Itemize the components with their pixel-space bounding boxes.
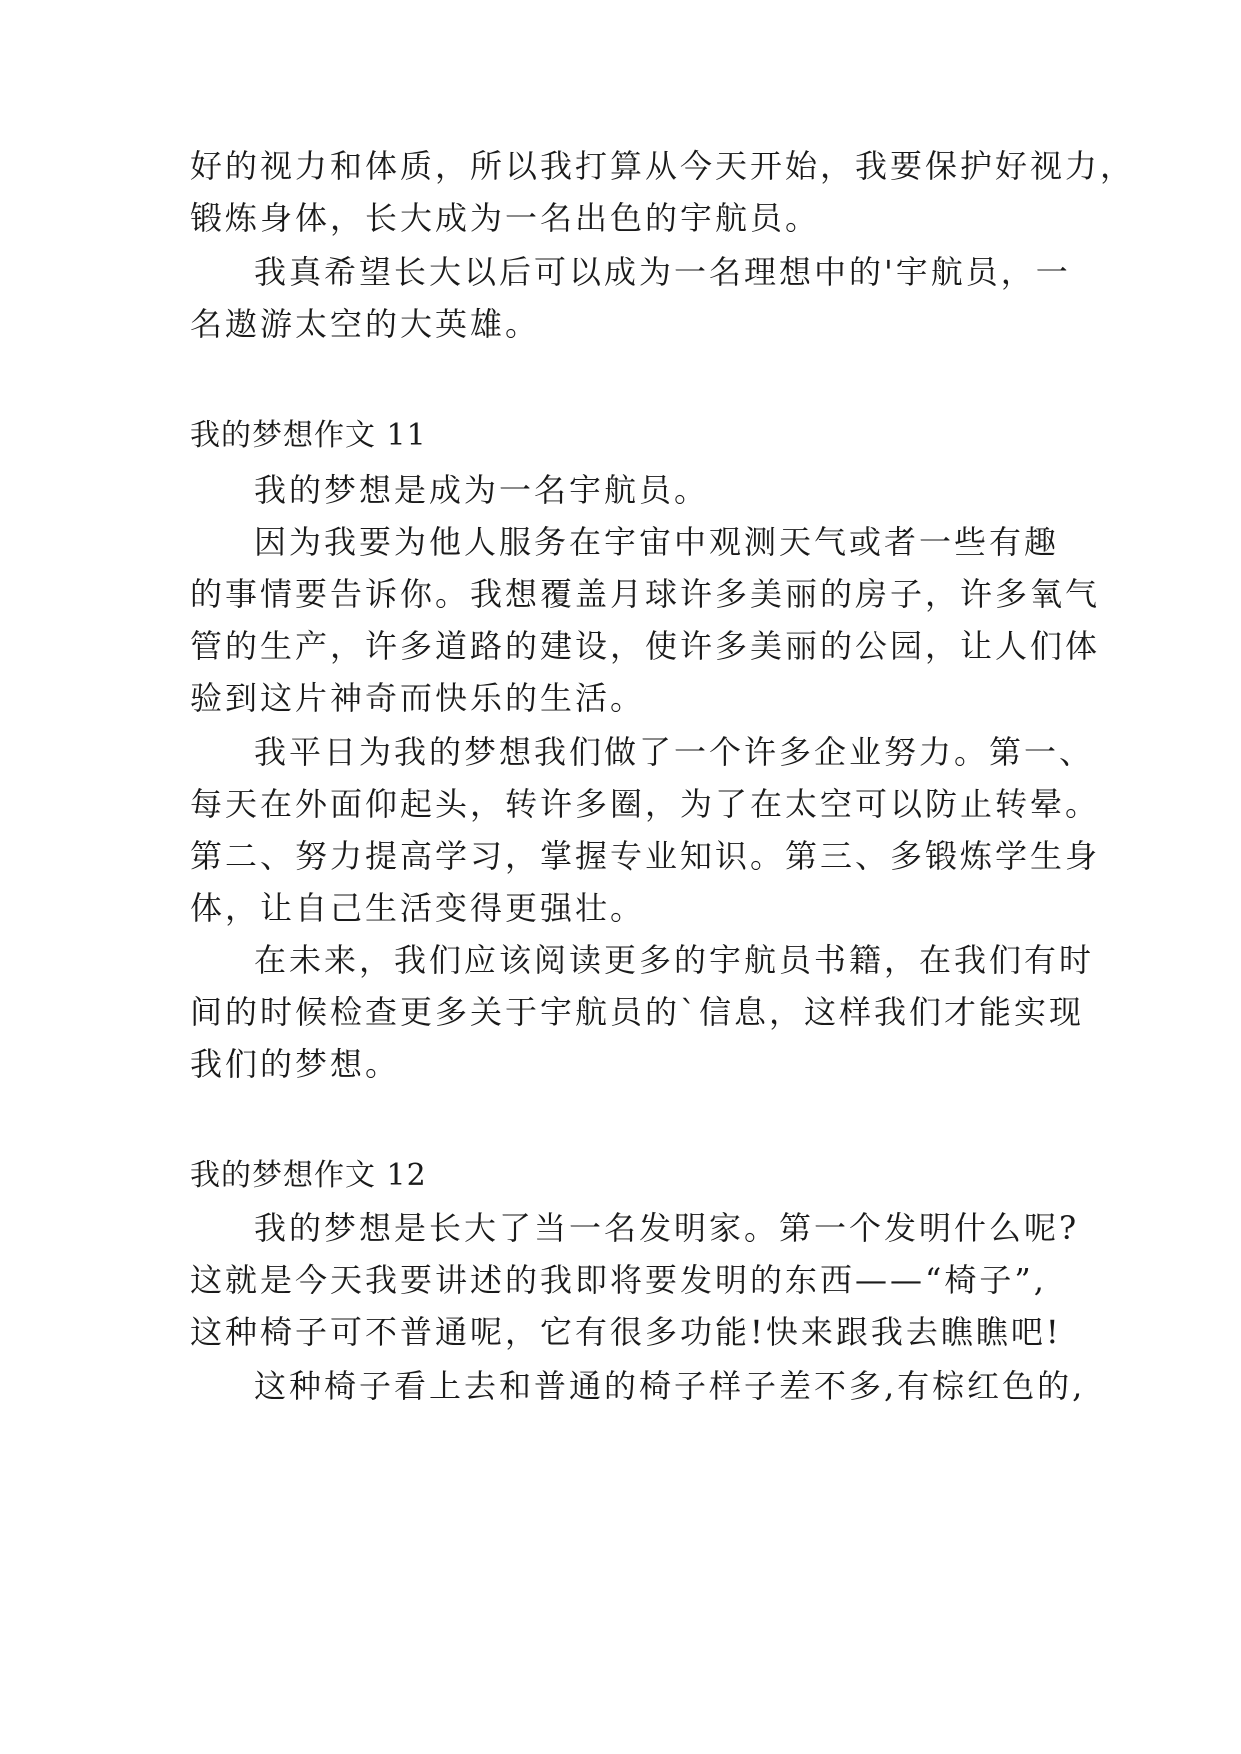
s12-p2-line-1: 这种椅子看上去和普通的椅子样子差不多,有棕红色的, (254, 1367, 1086, 1405)
section-11-title: 我的梦想作文 11 (190, 418, 427, 453)
s12-p1-line-2: 这就是今天我要讲述的我即将要发明的东西——“椅子”, (190, 1261, 1047, 1299)
intro-line-2: 锻炼身体，长大成为一名出色的宇航员。 (190, 199, 821, 237)
s11-p3-line-4: 体，让自己生活变得更强壮。 (190, 889, 646, 927)
s12-p1-line-1: 我的梦想是长大了当一名发明家。第一个发明什么呢? (254, 1209, 1080, 1247)
s11-p3-line-3: 第二、努力提高学习，掌握专业知识。第三、多锻炼学生身 (190, 837, 1101, 875)
s11-p2-line-4: 验到这片神奇而快乐的生活。 (190, 679, 646, 717)
s11-p2-line-3: 管的生产，许多道路的建设，使许多美丽的公园，让人们体 (190, 627, 1101, 665)
s11-p1-line-1: 我的梦想是成为一名宇航员。 (254, 471, 710, 509)
s11-p4-line-1: 在未来，我们应该阅读更多的宇航员书籍，在我们有时 (254, 941, 1095, 979)
intro-line-1: 好的视力和体质，所以我打算从今天开始，我要保护好视力， (190, 147, 1136, 185)
s11-p3-line-1: 我平日为我的梦想我们做了一个许多企业努力。第一、 (254, 733, 1095, 771)
hope-paragraph-line-2: 名遨游太空的大英雄。 (190, 305, 541, 343)
s11-p3-line-2: 每天在外面仰起头，转许多圈，为了在太空可以防止转晕。 (190, 785, 1101, 823)
s11-p2-line-2: 的事情要告诉你。我想覆盖月球许多美丽的房子，许多氧气 (190, 575, 1101, 613)
s12-p1-line-3: 这种椅子可不普通呢，它有很多功能!快来跟我去瞧瞧吧! (190, 1313, 1062, 1351)
section-12-title: 我的梦想作文 12 (190, 1158, 427, 1193)
s11-p2-line-1: 因为我要为他人服务在宇宙中观测天气或者一些有趣 (254, 523, 1060, 561)
s11-p4-line-3: 我们的梦想。 (190, 1045, 401, 1083)
s11-p4-line-2: 间的时候检查更多关于宇航员的`信息，这样我们才能实现 (190, 993, 1085, 1031)
hope-paragraph-line-1: 我真希望长大以后可以成为一名理想中的'宇航员，一 (254, 253, 1071, 291)
